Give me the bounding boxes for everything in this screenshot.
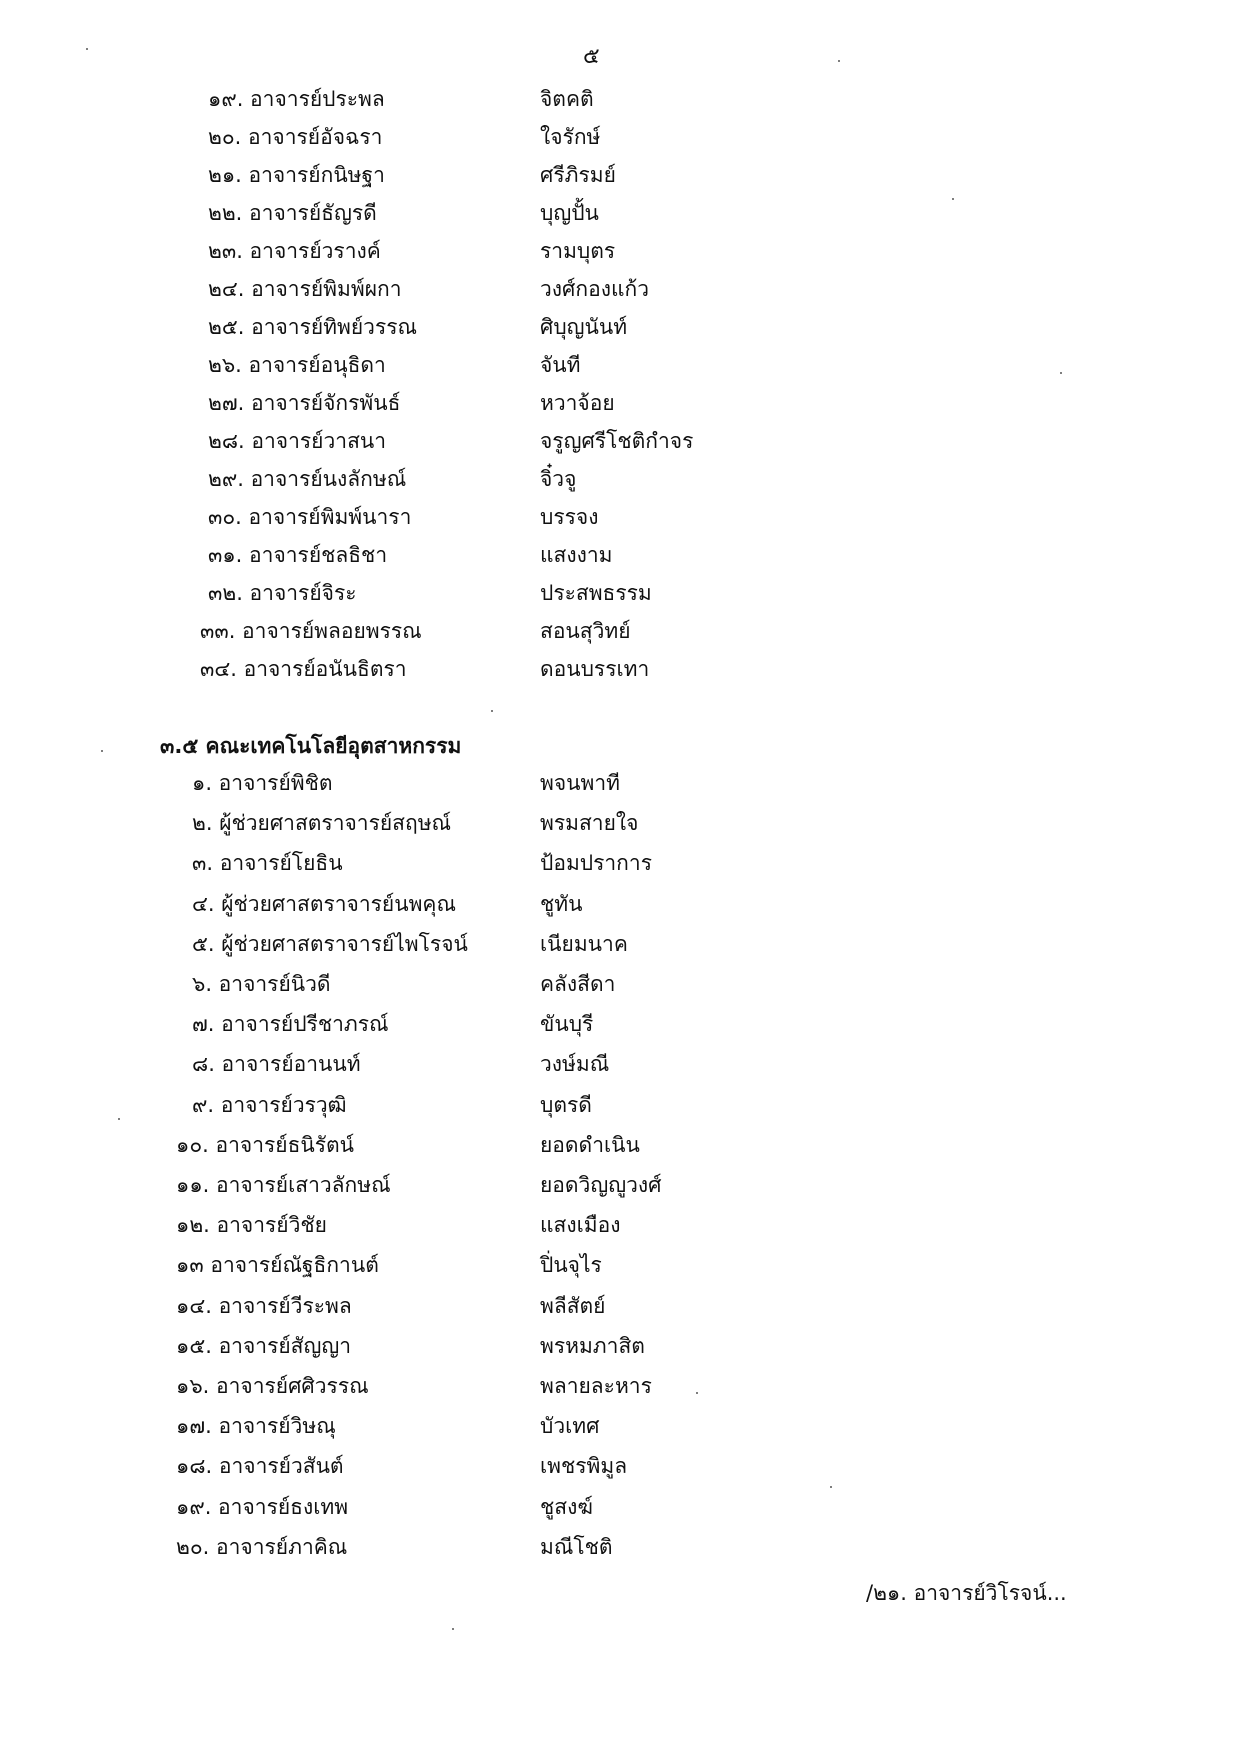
member-title: ๑๑. อาจารย์เสาวลักษณ์ xyxy=(176,1173,391,1197)
member-title: ๓๓. อาจารย์พลอยพรรณ xyxy=(200,619,422,643)
member-title: ๒๗. อาจารย์จักรพันธ์ xyxy=(208,391,401,415)
member-surname: วงษ์มณี xyxy=(540,1052,610,1077)
list-item xyxy=(0,846,1236,880)
member-surname: บรรจง xyxy=(540,505,599,529)
list-item xyxy=(0,1128,1236,1162)
list-item xyxy=(0,1490,1236,1524)
member-surname: ยอดดำเนิน xyxy=(540,1132,640,1157)
member-surname: วงศ์กองแก้ว xyxy=(540,277,649,301)
list-item xyxy=(0,887,1236,921)
member-title: ๒๙. อาจารย์นงลักษณ์ xyxy=(208,467,407,491)
member-surname: ศิบุญนันท์ xyxy=(540,315,628,339)
member-title: ๘. อาจารย์อานนท์ xyxy=(192,1052,361,1077)
member-title: ๑๙. อาจารย์ประพล xyxy=(208,87,385,111)
member-surname: บุญปั้น xyxy=(540,201,599,225)
member-title: ๑. อาจารย์พิชิต xyxy=(192,771,333,795)
member-surname: จิ๋วจู xyxy=(540,467,577,491)
member-title: ๒๑. อาจารย์กนิษฐา xyxy=(208,163,385,187)
member-title: ๓๒. อาจารย์จิระ xyxy=(208,581,357,605)
member-surname: คลังสีดา xyxy=(540,972,616,996)
scan-speck xyxy=(101,750,103,752)
member-title: ๗. อาจารย์ปรีชาภรณ์ xyxy=(192,1012,389,1037)
member-surname: บุตรดี xyxy=(540,1092,592,1117)
scan-speck xyxy=(838,60,840,62)
member-surname: เนียมนาค xyxy=(540,931,628,956)
member-title: ๑๗. อาจารย์วิษณุ xyxy=(176,1414,336,1439)
member-surname: ขันบุรี xyxy=(540,1012,594,1037)
member-title: ๖. อาจารย์นิวดี xyxy=(192,972,331,996)
list-item xyxy=(0,1449,1236,1483)
member-title: ๑๘. อาจารย์วสันต์ xyxy=(176,1454,344,1479)
member-title: ๒. ผู้ช่วยศาสตราจารย์สฤษณ์ xyxy=(192,811,452,836)
list-item xyxy=(0,1168,1236,1202)
member-title: ๓๐. อาจารย์พิมพ์นารา xyxy=(208,505,412,529)
member-title: ๑๒. อาจารย์วิชัย xyxy=(176,1213,327,1238)
member-surname: ใจรักษ์ xyxy=(540,125,601,149)
member-surname: ศรีภิรมย์ xyxy=(540,163,616,187)
member-title: ๒๔. อาจารย์พิมพ์ผกา xyxy=(208,277,402,301)
list-item xyxy=(0,1047,1236,1081)
scan-speck xyxy=(696,1392,698,1394)
member-title: ๓๔. อาจารย์อนันธิตรา xyxy=(200,657,407,681)
member-surname: แสงงาม xyxy=(540,543,613,567)
member-surname: สอนสุวิทย์ xyxy=(540,619,631,643)
member-title: ๒๐. อาจารย์ภาคิณ xyxy=(176,1534,348,1559)
member-surname: ประสพธรรม xyxy=(540,581,652,605)
member-title: ๙. อาจารย์วรวุฒิ xyxy=(192,1092,347,1117)
member-surname: ชูสงฆ์ xyxy=(540,1494,593,1519)
scan-speck xyxy=(830,1486,832,1488)
member-title: ๒๕. อาจารย์ทิพย์วรรณ xyxy=(208,315,417,339)
list-item xyxy=(0,1007,1236,1041)
member-title: ๑๖. อาจารย์ศศิวรรณ xyxy=(176,1374,369,1398)
member-title: ๑๓ อาจารย์ณัฐธิกานต์ xyxy=(176,1253,379,1278)
member-surname: จรูญศรีโชติกำจร xyxy=(540,429,694,453)
member-title: ๓๑. อาจารย์ชลธิชา xyxy=(208,543,388,567)
member-title: ๒๒. อาจารย์ธัญรดี xyxy=(208,201,377,225)
member-title: ๑๙. อาจารย์ธงเทพ xyxy=(176,1494,349,1519)
section-heading: ๓.๕ คณะเทคโนโลยีอุตสาหกรรม xyxy=(160,734,462,758)
member-title: ๑๕. อาจารย์สัญญา xyxy=(176,1333,352,1358)
member-surname: จันที xyxy=(540,353,581,377)
member-surname: พรมสายใจ xyxy=(540,811,639,836)
list-item xyxy=(0,1530,1236,1564)
member-surname: จิตคติ xyxy=(540,87,594,111)
scan-speck xyxy=(952,198,954,200)
list-item xyxy=(0,967,1236,1001)
member-surname: พลายละหาร xyxy=(540,1374,652,1398)
member-surname: หวาจ้อย xyxy=(540,391,615,415)
member-title: ๒๐. อาจารย์อัจฉรา xyxy=(208,125,383,149)
member-surname: ปิ่นจุไร xyxy=(540,1253,602,1278)
member-title: ๒๖. อาจารย์อนุธิดา xyxy=(208,353,386,377)
list-item xyxy=(0,1409,1236,1443)
member-surname: ป้อมปราการ xyxy=(540,851,652,876)
list-item xyxy=(0,1088,1236,1122)
member-surname: รามบุตร xyxy=(540,239,616,263)
member-surname: พจนพาที xyxy=(540,771,620,795)
member-surname: พลีสัตย์ xyxy=(540,1293,606,1318)
list-item xyxy=(0,806,1236,840)
member-title: ๔. ผู้ช่วยศาสตราจารย์นพคุณ xyxy=(192,891,456,916)
page-number: ๕ xyxy=(583,44,600,69)
member-surname: บัวเทศ xyxy=(540,1414,600,1439)
list-item xyxy=(0,1208,1236,1242)
list-item xyxy=(0,1248,1236,1282)
continuation-note: /๒๑. อาจารย์วิโรจน์... xyxy=(866,1581,1067,1605)
list-item xyxy=(0,1289,1236,1323)
list-item xyxy=(0,927,1236,961)
member-title: ๑๐. อาจารย์ธนิรัตน์ xyxy=(176,1132,355,1157)
member-title: ๒๘. อาจารย์วาสนา xyxy=(208,429,387,453)
list-item xyxy=(0,766,1236,800)
member-surname: ดอนบรรเทา xyxy=(540,657,650,681)
list-item xyxy=(0,1369,1236,1403)
member-surname: พรหมภาสิต xyxy=(540,1333,645,1358)
member-title: ๑๔. อาจารย์วีระพล xyxy=(176,1293,352,1318)
member-title: ๒๓. อาจารย์วรางค์ xyxy=(208,239,381,263)
scan-speck xyxy=(452,1628,454,1630)
scan-speck xyxy=(118,1118,120,1120)
scan-speck xyxy=(86,48,88,50)
member-title: ๕. ผู้ช่วยศาสตราจารย์ไพโรจน์ xyxy=(192,931,468,956)
member-surname: มณีโชติ xyxy=(540,1534,613,1559)
list-item xyxy=(0,1329,1236,1363)
member-surname: ชูทัน xyxy=(540,891,583,916)
scan-speck xyxy=(1060,372,1062,374)
scan-speck xyxy=(491,710,493,712)
member-title: ๓. อาจารย์โยธิน xyxy=(192,851,343,876)
member-surname: เพชรพิมูล xyxy=(540,1454,628,1479)
member-surname: แสงเมือง xyxy=(540,1213,621,1238)
member-surname: ยอดวิญญูวงศ์ xyxy=(540,1173,662,1197)
